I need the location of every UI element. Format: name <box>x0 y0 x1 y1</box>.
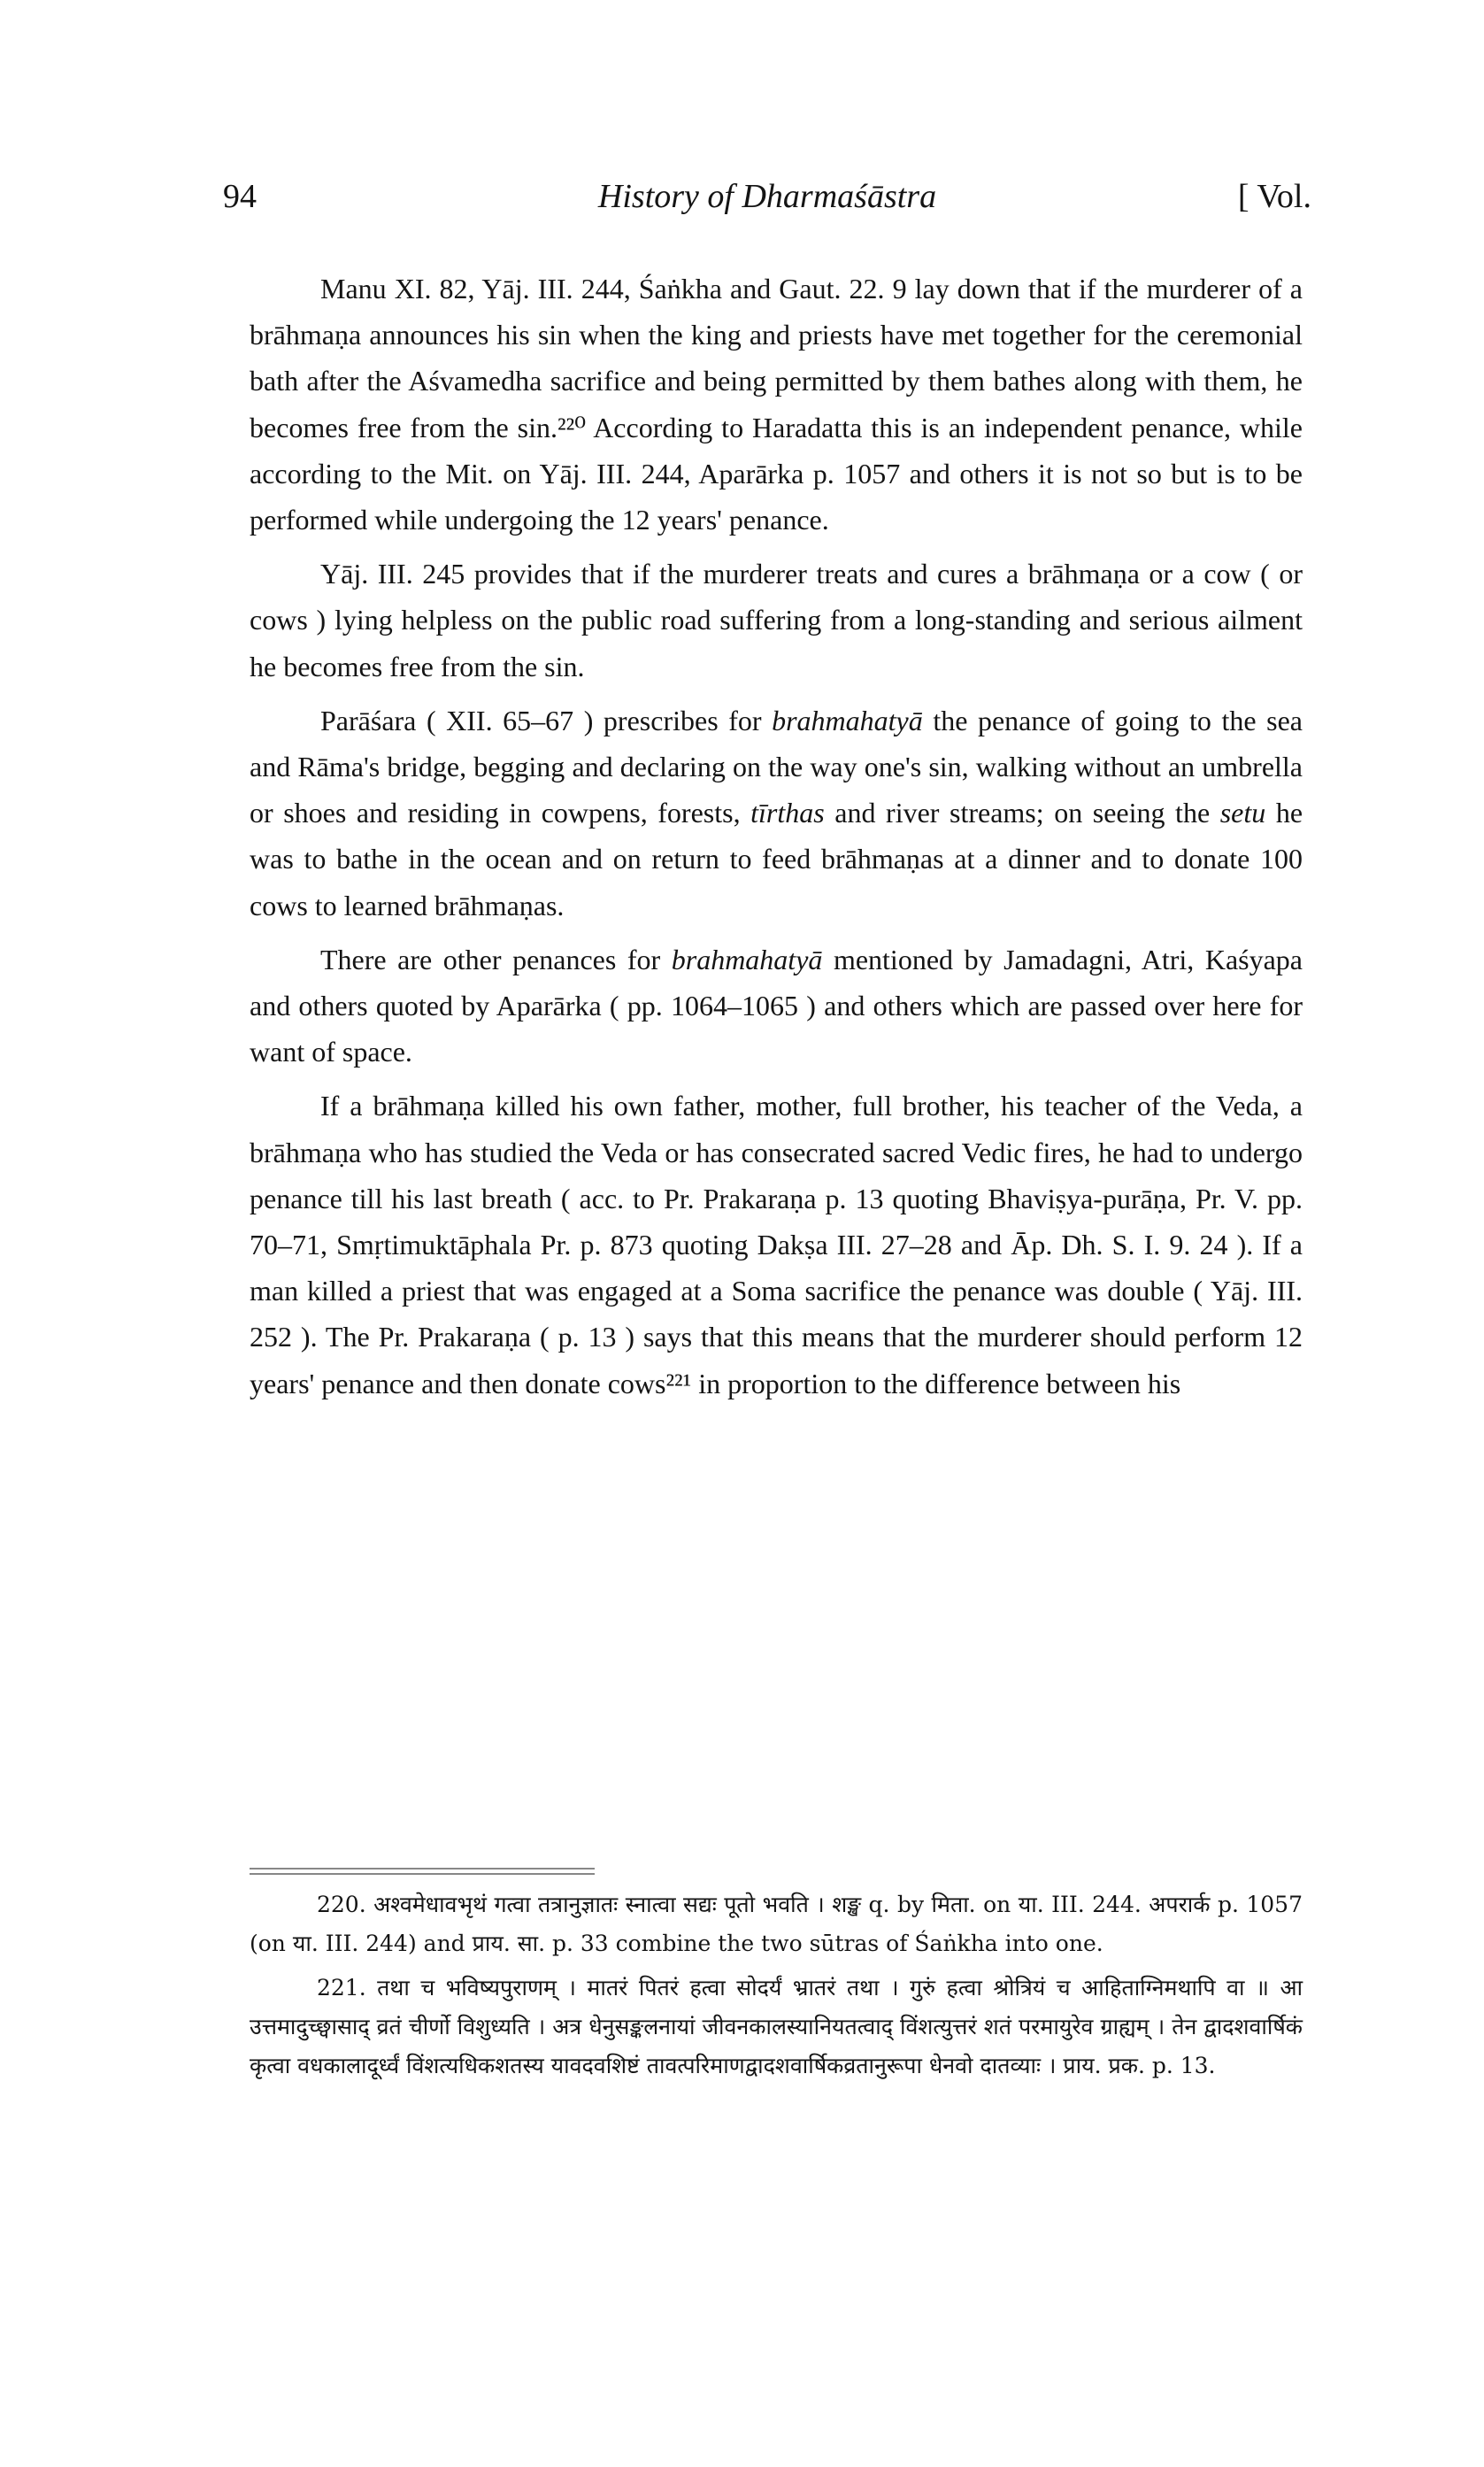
paragraph: If a brāhmaṇa killed his own father, mother, full brother, his teacher of the Veda, a brāhmaṇa who has studied the Veda or has consecrated sacred Vedic fires, he had to undergo penance till his last breath ( acc. to Pr. Prakaraṇa p. 13 quoting Bhaviṣya-purāṇa, Pr. V. pp. 70–71, Smṛtimuktāphala Pr. p. 873 quoting Dakṣa III. 27–28 and Āp. Dh. S. I. 9. 24 ). If a man killed a priest that was engaged at a Soma sacrifice the penance was double ( Yāj. III. 252 ). The Pr. Prakaraṇa ( p. 13 ) says that this means that the murderer should perform 12 years' penance and then donate cows²²¹ in proportion to the difference between his <box>250 1090 1303 1399</box>
volume-label: [ Vol. <box>1237 178 1311 215</box>
paragraph: There are other penances for brahmahatyā mentioned by Jamadagni, Atri, Kaśyapa and others quoted by Aparārka ( pp. 1064–1065 ) and others which are passed over here for want of space. <box>250 943 1303 1068</box>
footnote-221: 221. तथा च भविष्यपुराणम् । मातरं पितरं हत्वा सोदर्यं भ्रातरं तथा । गुरुं हत्वा श्रोत्रियं च आहिताग्निमथापि वा ॥ आ उत्तमादुच्छ्वासाद् व्रतं चीर्णो विशुध्यति । अत्र धेनुसङ्कलनायां जीवनकालस्यानियतत्वाद् विंशत्युत्तरं शतं परमायुरेव ग्राह्यम् । तेन द्वादशवार्षिकं कृत्वा वधकालादूर्ध्वं विंशत्यधिकशतस्य यावदवशिष्टं तावत्परिमाणद्वादशवार्षिकव्रतानुरूपा धेनवो दातव्याः । प्राय. प्रक. p. 13. <box>250 1975 1303 2078</box>
paragraph: Manu XI. 82, Yāj. III. 244, Śaṅkha and Gaut. 22. 9 lay down that if the murderer of a brāhmaṇa announces his sin when the king and priests have met together for the ceremonial bath after the Aśvamedha sacrifice and being permitted by them bathes along with them, he becomes free from the sin.²²⁰ According to Haradatta this is an independent penance, while according to the Mit. on Yāj. III. 244, Aparārka p. 1057 and others it is not so but is to be performed while undergoing the 12 years' penance. <box>250 273 1303 536</box>
footnotes <box>250 1885 1303 2091</box>
footnote-220: 220. अश्वमेधावभृथं गत्वा तत्रानुज्ञातः स्नात्वा सद्यः पूतो भवति । शङ्ख q. by मिता. on या. III. 244. अपरार्क p. 1057 (on या. III. 244) and प्राय. सा. p. 33 combine the two sūtras of Śaṅkha into one. <box>250 1892 1303 1956</box>
page-number: 94 <box>223 178 257 215</box>
italic-term: brahmahatyā <box>671 943 823 975</box>
italic-term: setu <box>1219 797 1266 829</box>
italic-term: tīrthas <box>750 797 825 829</box>
page-header <box>223 177 1311 230</box>
paragraph: Yāj. III. 245 provides that if the murderer treats and cures a brāhmaṇa or a cow ( or cows ) lying helpless on the public road suffering from a long-standing and serious ailment he becomes free from the sin. <box>250 558 1303 682</box>
footnote-rule <box>250 1868 595 1875</box>
italic-term: brahmahatyā <box>772 704 923 736</box>
main-text <box>250 266 1303 1415</box>
paragraph: Parāśara ( XII. 65–67 ) prescribes for brahmahatyā the penance of going to the sea and Rāma's bridge, begging and declaring on the way one's sin, walking without an umbrella or shoes and residing in cowpens, forests, tīrthas and river streams; on seeing the setu he was to bathe in the ocean and on return to feed brāhmaṇas at a dinner and to donate 100 cows to learned brāhmaṇas. <box>250 704 1303 921</box>
running-title: History of Dharmaśāstra <box>597 178 937 215</box>
